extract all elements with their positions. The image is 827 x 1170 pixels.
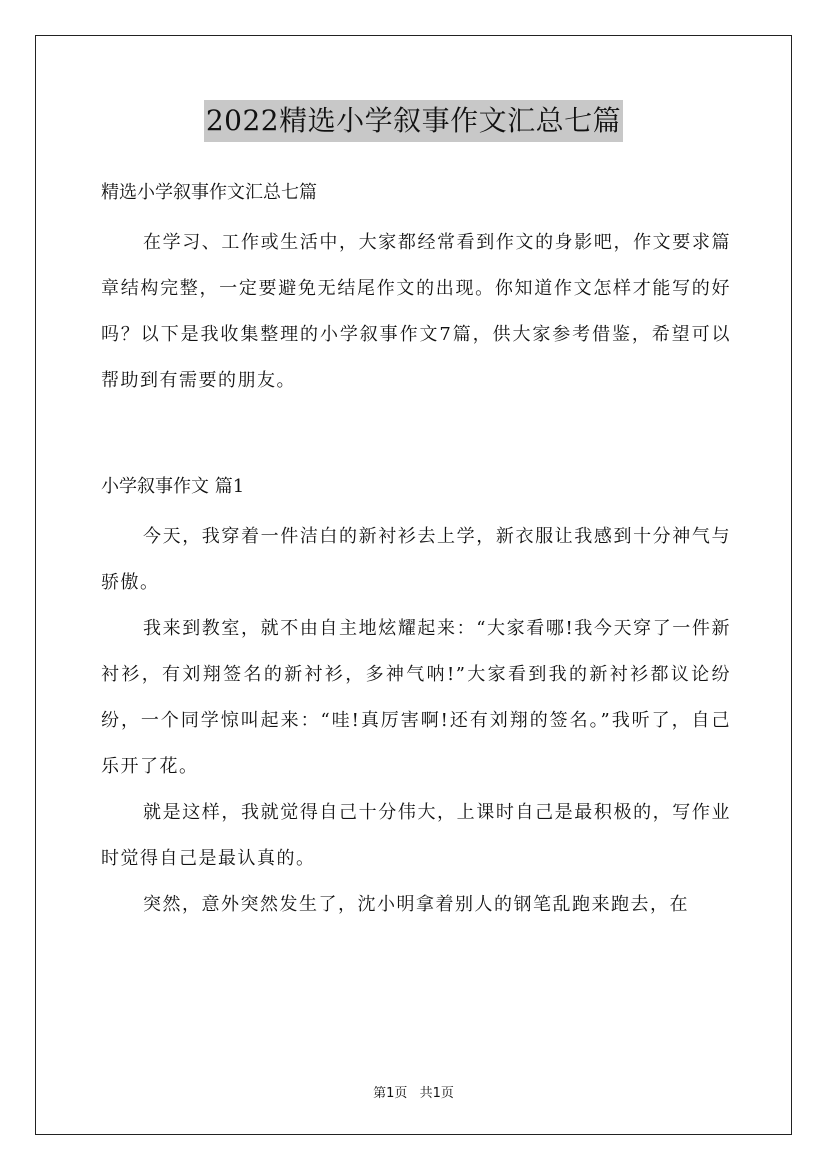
intro-paragraph: 在学习、工作或生活中，大家都经常看到作文的身影吧，作文要求篇章结构完整，一定要避免无结尾作文的出现。你知道作文怎样才能写的好吗？以下是我收集整理的小学叙事作文7篇，供大家参考借鉴，希望可以帮助到有需要的朋友。 xyxy=(101,232,731,391)
body-paragraph: 我来到教室，就不由自主地炫耀起来：“大家看哪!我今天穿了一件新衬衫，有刘翔签名的新衬衫，多神气呐!”大家看到我的新衬衫都议论纷纷，一个同学惊叫起来：“哇!真厉害啊!还有刘翔的签名。”我听了，自己乐开了花。 xyxy=(101,618,731,777)
page-footer xyxy=(0,1082,827,1101)
page-number: 第1页 xyxy=(373,1086,408,1101)
page-total: 共1页 xyxy=(419,1086,454,1101)
title-container xyxy=(0,100,827,142)
document-body xyxy=(101,170,731,928)
body-paragraph: 今天，我穿着一件洁白的新衬衫去上学，新衣服让我感到十分神气与骄傲。 xyxy=(101,526,731,593)
document-title: 2022精选小学叙事作文汇总七篇 xyxy=(204,100,623,142)
section-heading: 小学叙事作文 篇1 xyxy=(101,476,245,497)
body-paragraph: 突然，意外突然发生了，沈小明拿着别人的钢笔乱跑来跑去，在 xyxy=(143,894,689,915)
document-subtitle: 精选小学叙事作文汇总七篇 xyxy=(101,182,317,203)
body-paragraph: 就是这样，我就觉得自己十分伟大，上课时自己是最积极的，写作业时觉得自己是最认真的。 xyxy=(101,802,731,869)
